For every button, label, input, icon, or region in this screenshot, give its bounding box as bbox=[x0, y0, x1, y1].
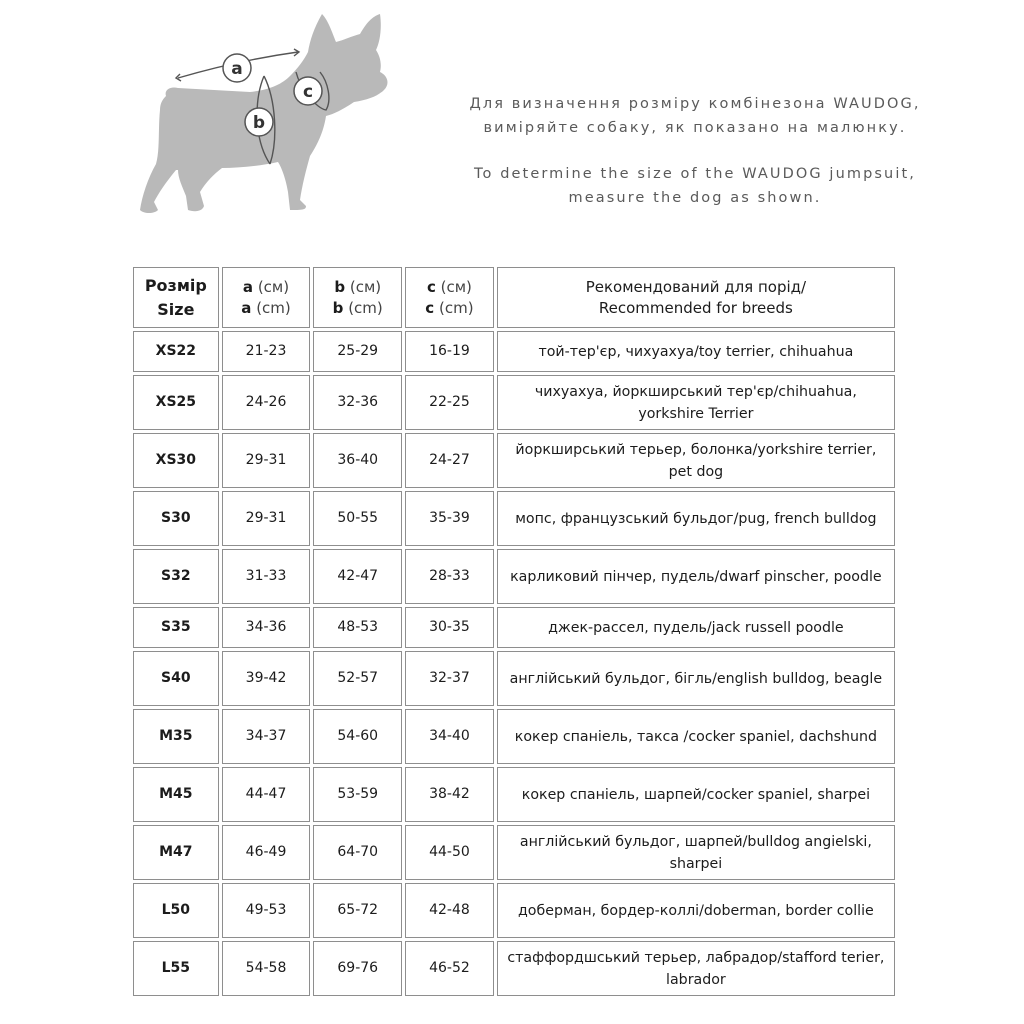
size-cell: XS22 bbox=[133, 331, 219, 372]
header-breeds-en: Recommended for breeds bbox=[598, 298, 793, 317]
table-row bbox=[133, 375, 895, 430]
label-b: b bbox=[252, 113, 266, 133]
size-cell: S30 bbox=[133, 491, 219, 546]
table-row bbox=[133, 709, 895, 764]
table-row bbox=[133, 433, 895, 488]
intro-en-line-2: measure the dog as shown. bbox=[568, 190, 822, 206]
size-cell: M35 bbox=[133, 709, 219, 764]
a-cell: 46-49 bbox=[222, 825, 311, 880]
intro-ua-line-2: виміряйте собаку, як показано на малюнку. bbox=[483, 120, 907, 136]
size-cell: XS30 bbox=[133, 433, 219, 488]
table-row bbox=[133, 651, 895, 706]
a-cell: 24-26 bbox=[222, 375, 311, 430]
label-a-badge bbox=[223, 54, 251, 82]
c-cell: 16-19 bbox=[405, 331, 494, 372]
c-cell: 30-35 bbox=[405, 607, 494, 648]
c-cell: 35-39 bbox=[405, 491, 494, 546]
header-size-en: Size bbox=[157, 299, 195, 319]
breeds-cell: англійський бульдог, шарпей/bulldog angielski, sharpei bbox=[497, 825, 895, 880]
breeds-cell: карликовий пінчер, пудель/dwarf pinscher, poodle bbox=[497, 549, 895, 604]
b-cell: 53-59 bbox=[313, 767, 402, 822]
table-row bbox=[133, 607, 895, 648]
a-cell: 44-47 bbox=[222, 767, 311, 822]
header-breeds-ua: Рекомендований для порід/ bbox=[585, 277, 807, 296]
label-c-badge bbox=[294, 77, 322, 105]
header-size bbox=[133, 267, 219, 328]
c-cell: 28-33 bbox=[405, 549, 494, 604]
size-cell: XS25 bbox=[133, 375, 219, 430]
b-cell: 36-40 bbox=[313, 433, 402, 488]
c-cell: 24-27 bbox=[405, 433, 494, 488]
table-row bbox=[133, 491, 895, 546]
table-row bbox=[133, 549, 895, 604]
breeds-cell: кокер спаніель, шарпей/cocker spaniel, sharpei bbox=[497, 767, 895, 822]
b-cell: 25-29 bbox=[313, 331, 402, 372]
a-cell: 54-58 bbox=[222, 941, 311, 996]
breeds-cell: джек-рассел, пудель/jack russell poodle bbox=[497, 607, 895, 648]
size-cell: S32 bbox=[133, 549, 219, 604]
c-cell: 46-52 bbox=[405, 941, 494, 996]
size-cell: S35 bbox=[133, 607, 219, 648]
b-cell: 54-60 bbox=[313, 709, 402, 764]
a-cell: 34-36 bbox=[222, 607, 311, 648]
a-cell: 29-31 bbox=[222, 491, 311, 546]
label-b-badge bbox=[245, 108, 273, 136]
c-cell: 42-48 bbox=[405, 883, 494, 938]
header-breeds bbox=[497, 267, 895, 328]
table-header-row bbox=[133, 267, 895, 328]
header-size-ua: Розмір bbox=[144, 275, 207, 295]
a-cell: 21-23 bbox=[222, 331, 311, 372]
breeds-cell: англійський бульдог, бігль/english bulldog, beagle bbox=[497, 651, 895, 706]
dog-measurement-illustration bbox=[130, 10, 400, 220]
header-c: c (см) c (cm) bbox=[405, 267, 494, 328]
c-cell: 44-50 bbox=[405, 825, 494, 880]
b-cell: 52-57 bbox=[313, 651, 402, 706]
breeds-cell: чихуахуа, йоркширський тер'єр/chihuahua, yorkshire Terrier bbox=[497, 375, 895, 430]
table-row bbox=[133, 825, 895, 880]
size-cell: S40 bbox=[133, 651, 219, 706]
table-row bbox=[133, 883, 895, 938]
intro-text bbox=[400, 92, 990, 210]
b-cell: 48-53 bbox=[313, 607, 402, 648]
b-cell: 64-70 bbox=[313, 825, 402, 880]
table-row bbox=[133, 331, 895, 372]
size-cell: L50 bbox=[133, 883, 219, 938]
a-cell: 34-37 bbox=[222, 709, 311, 764]
c-cell: 32-37 bbox=[405, 651, 494, 706]
b-cell: 65-72 bbox=[313, 883, 402, 938]
breeds-cell: той-тер'єр, чихуахуа/toy terrier, chihuahua bbox=[497, 331, 895, 372]
b-cell: 50-55 bbox=[313, 491, 402, 546]
b-cell: 32-36 bbox=[313, 375, 402, 430]
c-cell: 22-25 bbox=[405, 375, 494, 430]
c-cell: 34-40 bbox=[405, 709, 494, 764]
breeds-cell: мопс, французський бульдог/pug, french bulldog bbox=[497, 491, 895, 546]
size-cell: L55 bbox=[133, 941, 219, 996]
a-cell: 31-33 bbox=[222, 549, 311, 604]
b-cell: 69-76 bbox=[313, 941, 402, 996]
c-cell: 38-42 bbox=[405, 767, 494, 822]
size-cell: M45 bbox=[133, 767, 219, 822]
b-cell: 42-47 bbox=[313, 549, 402, 604]
size-cell: M47 bbox=[133, 825, 219, 880]
size-table bbox=[130, 264, 898, 999]
table-row bbox=[133, 767, 895, 822]
breeds-cell: кокер спаніель, такса /cocker spaniel, dachshund bbox=[497, 709, 895, 764]
breeds-cell: стаффордшський терьер, лабрадор/stafford terier, labrador bbox=[497, 941, 895, 996]
breeds-cell: доберман, бордер-коллі/doberman, border collie bbox=[497, 883, 895, 938]
a-cell: 29-31 bbox=[222, 433, 311, 488]
intro-en-line-1: To determine the size of the WAUDOG jumpsuit, bbox=[474, 166, 916, 182]
label-a: a bbox=[231, 59, 243, 79]
header-a: a (см) a (cm) bbox=[222, 267, 311, 328]
label-c: c bbox=[302, 82, 314, 102]
breeds-cell: йоркширський терьер, болонка/yorkshire terrier, pet dog bbox=[497, 433, 895, 488]
a-cell: 49-53 bbox=[222, 883, 311, 938]
a-cell: 39-42 bbox=[222, 651, 311, 706]
intro-ua-line-1: Для визначення розміру комбінезона WAUDOG, bbox=[469, 96, 921, 112]
table-row bbox=[133, 941, 895, 996]
header-b: b (см) b (cm) bbox=[313, 267, 402, 328]
